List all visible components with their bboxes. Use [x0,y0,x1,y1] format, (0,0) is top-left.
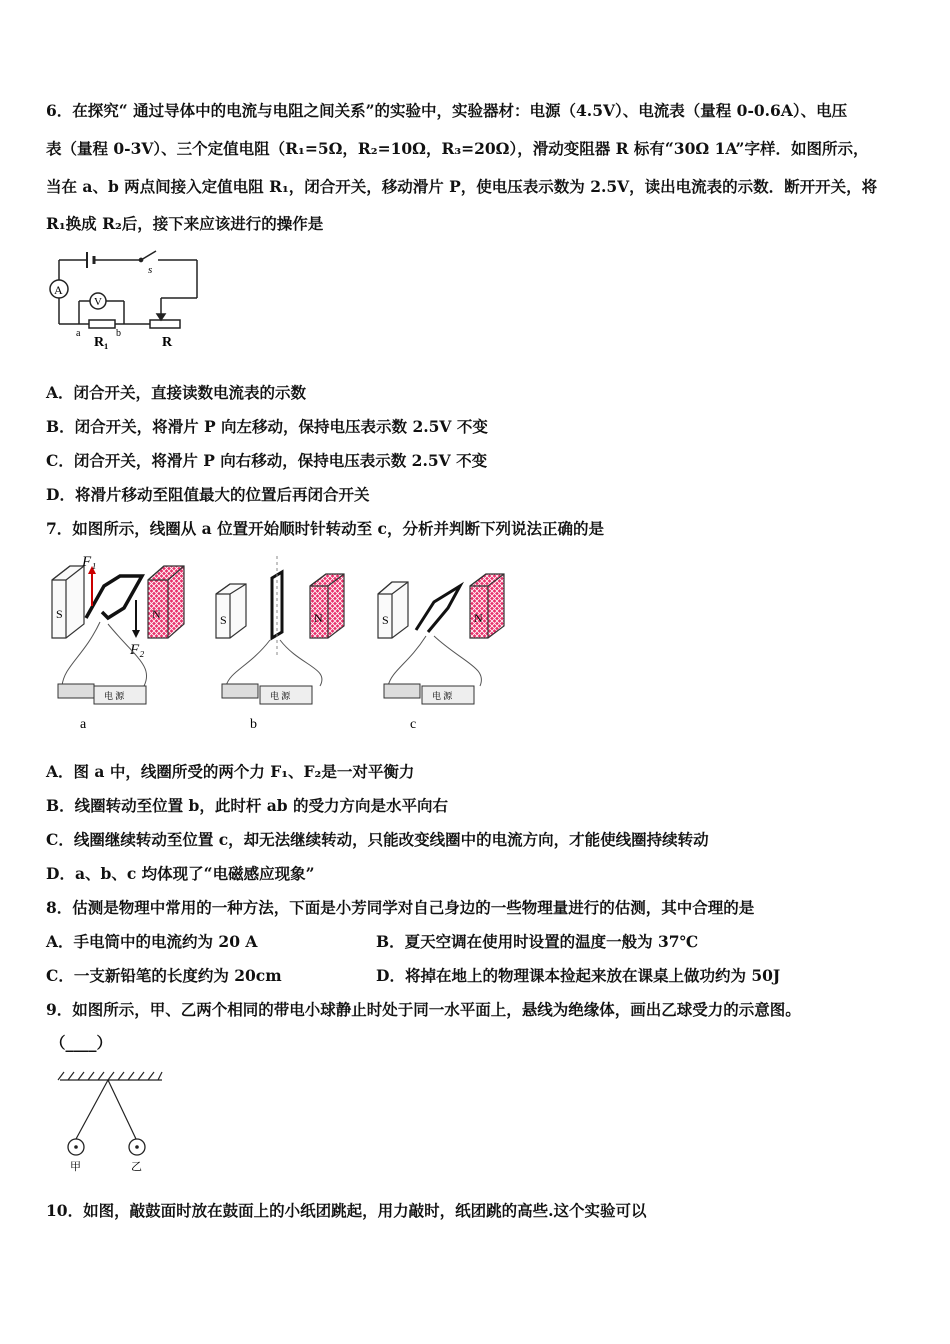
q9-stem: 9．如图所示，甲、乙两个相同的带电小球静止时处于同一水平面上，悬线为绝缘体，画出乙球受力的示意图。 [46,1000,801,1019]
q8-option-a: A．手电筒中的电流约为 20 A [46,932,258,951]
ball-left-label: 甲 [70,1161,81,1173]
svg-text:电 源: 电 源 [270,691,291,701]
switch-label: s [148,264,153,276]
motor-figure-a [52,554,184,732]
q6-stem-line-3: 当在 a、b 两点间接入定值电阻 R₁，闭合开关，移动滑片 P，使电压表示数为 2.5V，读出电流表的示数．断开开关，将 [46,177,878,196]
figure-caption-a: a [80,717,87,732]
q7-motor-diagram [44,546,514,736]
motor-figure-b [216,556,344,732]
q6-option-b: B．闭合开关，将滑片 P 向左移动，保持电压表示数 2.5V 不变 [46,417,488,436]
q9-answer-blank: （____） [50,1033,113,1052]
svg-text:电 源: 电 源 [104,691,125,701]
q8-stem: 8．估测是物理中常用的一种方法，下面是小芳同学对自己身边的一些物理量进行的估测，其中合理的是 [46,898,755,917]
svg-text:F₁: F₁ [82,554,97,570]
q8-option-b: B．夏天空调在使用时设置的温度一般为 37℃ [376,932,699,951]
figure-caption-b: b [250,717,257,732]
q6-stem-line-4: R₁换成 R₂后，接下来应该进行的操作是 [46,214,324,233]
q8-option-c: C．一支新铅笔的长度约为 20cm [46,966,282,985]
ball-right-label: 乙 [131,1161,142,1173]
q7-option-a: A．图 a 中，线圈所受的两个力 F₁、F₂是一对平衡力 [46,762,415,781]
q6-stem-line-2: 表（量程 0-3V）、三个定值电阻（R₁=5Ω，R₂=10Ω，R₃=20Ω），滑动变阻器 R 标有“30Ω 1A”字样．如图所示， [46,139,869,158]
svg-text:电 源: 电 源 [432,691,453,701]
q8-option-d: D．将掉在地上的物理课本捡起来放在课桌上做功约为 50J [376,966,781,985]
q7-stem: 7．如图所示，线圈从 a 位置开始顺时针转动至 c，分析并判断下列说法正确的是 [46,519,604,538]
svg-text:S: S [220,613,227,627]
q6-option-a: A．闭合开关，直接读数电流表的示数 [46,383,307,402]
svg-text:S: S [382,613,389,627]
q10-stem: 10．如图，敲鼓面时放在鼓面上的小纸团跳起，用力敲时，纸团跳的高些.这个实验可以 [46,1201,647,1220]
ammeter-label: A [54,283,63,297]
q7-option-b: B．线圈转动至位置 b，此时杆 ab 的受力方向是水平向右 [46,796,449,815]
voltmeter-label: V [94,296,102,308]
point-a-label: a [76,328,81,339]
svg-text:N: N [314,611,323,625]
q6-circuit-diagram [44,246,214,356]
resistor-r1-label: R₁ [94,335,109,350]
svg-text:F₂: F₂ [130,642,145,658]
q9-pendulum-diagram [46,1066,176,1178]
svg-text:S: S [56,607,63,621]
q6-option-d: D．将滑片移动至阻值最大的位置后再闭合开关 [46,485,370,504]
q7-option-d: D．a、b、c 均体现了“电磁感应现象” [46,864,315,883]
q7-option-c: C．线圈继续转动至位置 c，却无法继续转动，只能改变线圈中的电流方向，才能使线圈持续转动 [46,830,709,849]
q6-stem-line-1: 6．在探究“ 通过导体中的电流与电阻之间关系”的实验中，实验器材：电源（4.5V）、电流表（量程 0-0.6A）、电压 [46,101,848,120]
rheostat-label: R [162,335,173,350]
point-b-label: b [116,328,121,339]
figure-caption-c: c [410,717,417,732]
svg-text:N: N [152,607,161,621]
q6-option-c: C．闭合开关，将滑片 P 向右移动，保持电压表示数 2.5V 不变 [46,451,488,470]
svg-text:N: N [474,611,483,625]
motor-figure-c [378,574,504,732]
